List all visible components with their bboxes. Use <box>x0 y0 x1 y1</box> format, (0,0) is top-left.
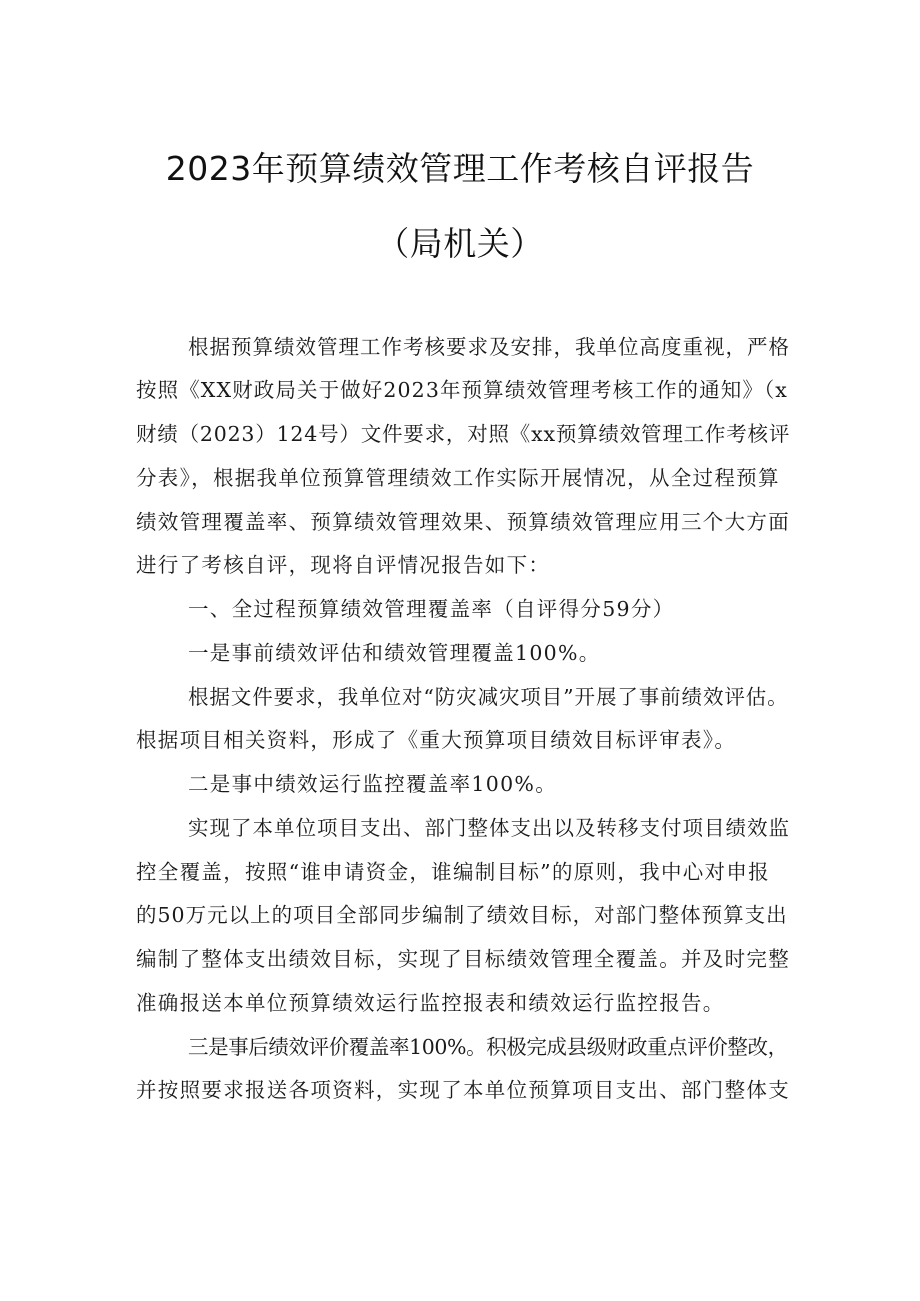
paragraph-line: 分表》，根据我单位预算管理绩效工作实际开展情况，从全过程预算 <box>136 466 780 490</box>
paragraph-line: 并按照要求报送各项资料，实现了本单位预算项目支出、部门整体支 <box>136 1078 790 1102</box>
paragraph-line: 按照《XX财政局关于做好2023年预算绩效管理考核工作的通知》（x <box>136 378 788 402</box>
paragraph-line: 三是事后绩效评价覆盖率100%。积极完成县级财政重点评价整改， <box>188 1035 788 1059</box>
paragraph-line: 根据项目相关资料，形成了《重大预算项目绩效目标评审表》。 <box>136 728 737 752</box>
paragraph-line: 根据预算绩效管理工作考核要求及安排，我单位高度重视，严格 <box>188 335 790 359</box>
paragraph-line: 进行了考核自评，现将自评情况报告如下： <box>136 553 551 577</box>
subsection-heading: 一是事前绩效评估和绩效管理覆盖100%。 <box>188 641 601 665</box>
paragraph-line: 控全覆盖，按照“谁申请资金，谁编制目标”的原则，我中心对申报 <box>136 860 770 884</box>
subsection-heading: 二是事中绩效运行监控覆盖率100%。 <box>188 772 558 796</box>
document-title: 2023年预算绩效管理工作考核自评报告 <box>165 149 755 188</box>
paragraph-line: 准确报送本单位预算绩效运行监控报表和绩效运行监控报告。 <box>136 991 725 1015</box>
paragraph-line: 的50万元以上的项目全部同步编制了绩效目标，对部门整体预算支出 <box>136 903 788 927</box>
document-subtitle: （局机关） <box>376 224 544 263</box>
section-heading: 一、全过程预算绩效管理覆盖率（自评得分59分） <box>188 597 675 621</box>
paragraph-line: 根据文件要求，我单位对“防灾减灾项目”开展了事前绩效评估。 <box>188 685 789 709</box>
document-body <box>136 0 796 1301</box>
paragraph-line: 绩效管理覆盖率、预算绩效管理效果、预算绩效管理应用三个大方面 <box>136 510 790 534</box>
paragraph-line: 财绩（2023）124号）文件要求，对照《xx预算绩效管理工作考核评 <box>136 422 791 446</box>
paragraph-line: 编制了整体支出绩效目标，实现了目标绩效管理全覆盖。并及时完整 <box>136 947 790 971</box>
paragraph-line: 实现了本单位项目支出、部门整体支出以及转移支付项目绩效监 <box>188 816 790 840</box>
